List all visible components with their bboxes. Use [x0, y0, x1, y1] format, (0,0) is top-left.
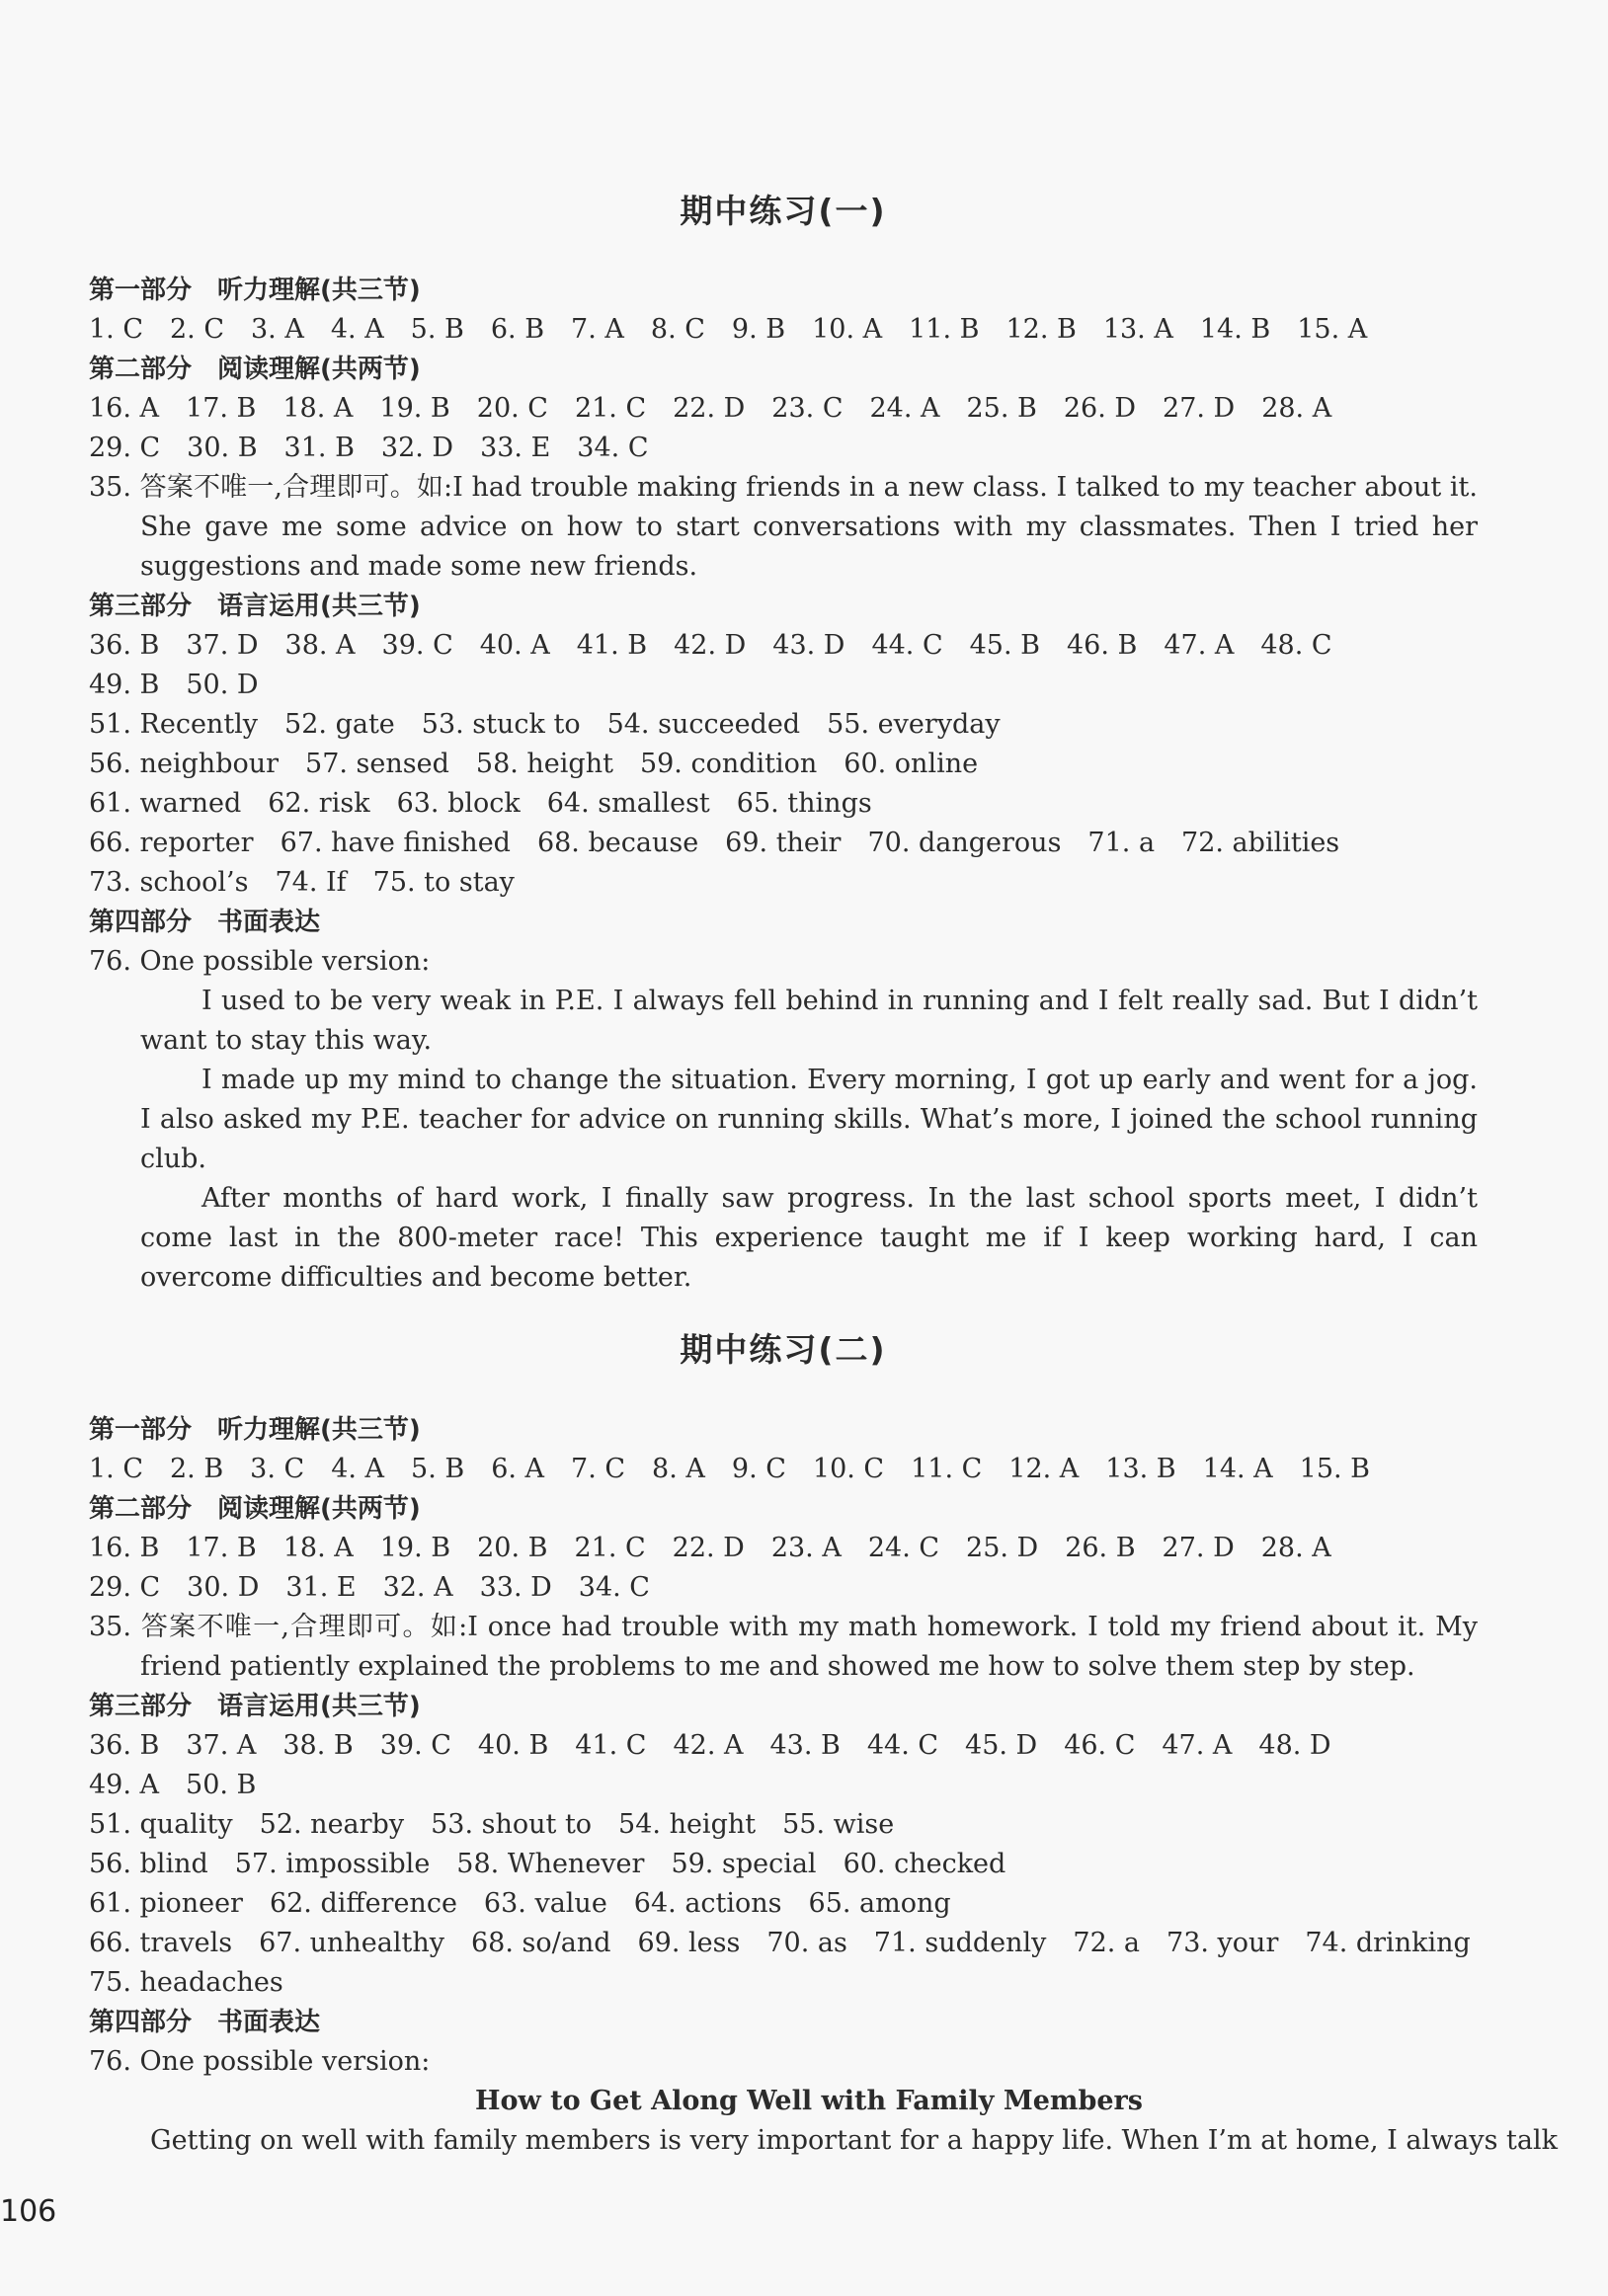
exercise-2-essay-title: How to Get Along Well with Family Members [475, 2086, 1143, 2116]
essay-paragraph: I made up my mind to change the situation. Every morning, I got up early and went for a jog. I also asked my P.E. teacher for advice on running skills. What’s more, I joined the school running club. [140, 1065, 1478, 1174]
exercise-2-essay-opening: Getting on well with family members is very important for a happy life. When I’m at home, I always talk [150, 2125, 1558, 2156]
exercise-2-answers-1-15: 1. C 2. B 3. C 4. A 5. B 6. A 7. C 8. A 9. C 10. C 11. C 12. A 13. B 14. A 15. B [89, 1454, 1371, 1484]
exercise-2-answer-76-intro: 76. One possible version: [89, 2046, 431, 2077]
exercise-1-answers-51-55: 51. Recently 52. gate 53. stuck to 54. succeeded 55. everyday [89, 709, 1001, 740]
exercise-2-answers-61-65: 61. pioneer 62. difference 63. value 64. actions 65. among [89, 1888, 951, 1919]
exercise-1-answers-73-75: 73. school’s 74. If 75. to stay [89, 867, 515, 898]
exercise-2-answers-75: 75. headaches [89, 1967, 283, 1998]
exercise-2-section-1-heading: 第一部分 听力理解(共三节) [89, 1415, 421, 1445]
exercise-2-section-3-heading: 第三部分 语言运用(共三节) [89, 1692, 421, 1721]
exercise-1-answers-16-28: 16. A 17. B 18. A 19. B 20. C 21. C 22. D 23. C 24. A 25. B 26. D 27. D 28. A [89, 393, 1332, 424]
exercise-2-answers-36-48: 36. B 37. A 38. B 39. C 40. B 41. C 42. A 43. B 44. C 45. D 46. C 47. A 48. D [89, 1730, 1331, 1761]
exercise-2-section-4-heading: 第四部分 书面表达 [89, 2008, 321, 2037]
exercise-1-answers-1-15: 1. C 2. C 3. A 4. A 5. B 6. B 7. A 8. C 9. B 10. A 11. B 12. B 13. A 14. B 15. A [89, 314, 1368, 345]
exercise-1-section-3-heading: 第三部分 语言运用(共三节) [89, 592, 421, 621]
exercise-1-section-2-heading: 第二部分 阅读理解(共两节) [89, 355, 421, 384]
exercise-1-answer-35: 35. 答案不唯一,合理即可。如:I had trouble making friends in a new class. I talked to my teacher about it. She gave me some advice on how to start conversations with my classmates. Then I tried her suggestions and made some new friends. [89, 472, 1478, 582]
exercise-1-answers-49-50: 49. B 50. D [89, 670, 259, 700]
exercise-2-answers-56-60: 56. blind 57. impossible 58. Whenever 59. special 60. checked [89, 1849, 1006, 1879]
exercise-2-answers-29-34: 29. C 30. D 31. E 32. A 33. D 34. C [89, 1572, 650, 1603]
exercise-2-answers-66-74: 66. travels 67. unhealthy 68. so/and 69. less 70. as 71. suddenly 72. a 73. your 74. drinking [89, 1928, 1471, 1958]
exercise-2-answer-35: 35. 答案不唯一,合理即可。如:I once had trouble with my math homework. I told my friend about it. My friend patiently explained the problems to me and showed me how to solve them step by step. [89, 1612, 1478, 1682]
exercise-1-section-1-heading: 第一部分 听力理解(共三节) [89, 276, 421, 305]
exercise-1-answers-56-60: 56. neighbour 57. sensed 58. height 59. condition 60. online [89, 749, 979, 779]
exercise-1-answers-36-48: 36. B 37. D 38. A 39. C 40. A 41. B 42. D 43. D 44. C 45. B 46. B 47. A 48. C [89, 630, 1332, 661]
exercise-2-section-2-heading: 第二部分 阅读理解(共两节) [89, 1494, 421, 1524]
exercise-1-answers-61-65: 61. warned 62. risk 63. block 64. smallest 65. things [89, 788, 872, 819]
answer-key-content [89, 188, 1558, 2161]
page-number: 106 [0, 2194, 57, 2229]
exercise-1-answers-29-34: 29. C 30. B 31. B 32. D 33. E 34. C [89, 433, 649, 463]
exercise-2-answers-51-55: 51. quality 52. nearby 53. shout to 54. height 55. wise [89, 1809, 895, 1840]
essay-paragraph: I used to be very weak in P.E. I always fell behind in running and I felt really sad. But I didn’t want to stay this way. [140, 986, 1478, 1056]
exercise-1-model-essay [89, 982, 1478, 1298]
exercise-1-title: 期中练习(一) [680, 192, 887, 230]
exercise-2-title: 期中练习(二) [680, 1330, 887, 1369]
essay-paragraph: After months of hard work, I finally saw progress. In the last school sports meet, I didn’t come last in the 800-meter race! This experience taught me if I keep working hard, I can overcome difficulties and become better. [140, 1183, 1478, 1293]
exercise-1-answers-66-72: 66. reporter 67. have finished 68. because 69. their 70. dangerous 71. a 72. abilities [89, 828, 1340, 858]
exercise-2-answers-49-50: 49. A 50. B [89, 1770, 257, 1800]
exercise-1-answer-76-intro: 76. One possible version: [89, 946, 431, 977]
exercise-2-answers-16-28: 16. B 17. B 18. A 19. B 20. B 21. C 22. D 23. A 24. C 25. D 26. B 27. D 28. A [89, 1533, 1331, 1563]
exercise-1-section-4-heading: 第四部分 书面表达 [89, 908, 321, 937]
